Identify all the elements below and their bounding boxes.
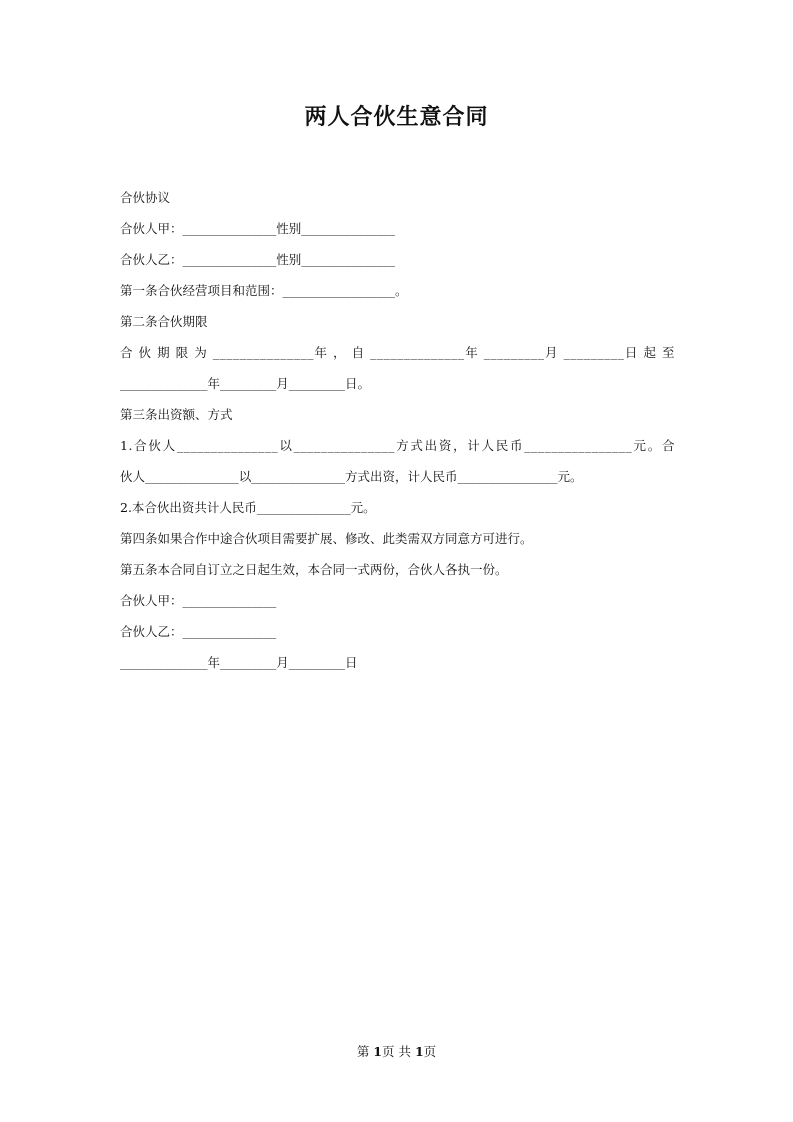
article-3-heading: 第三条出资额、方式: [120, 407, 233, 422]
article-3-item-2: 2.本合伙出资共计人民币_______________元。: [120, 500, 376, 515]
total-page-number: 1: [414, 1044, 424, 1059]
article-1-scope: 第一条合伙经营项目和范围：__________________。: [120, 283, 408, 298]
signature-partner-b: 合伙人乙：_______________: [120, 624, 277, 639]
current-page-number: 1: [373, 1044, 382, 1059]
page-footer: [0, 1042, 793, 1060]
article-3-item-1-line-1: 1.合伙人_______________以_______________方式出资，计人民币________________元。合: [120, 438, 675, 453]
partner-b-field-line: 合伙人乙：_______________性别_______________: [120, 252, 396, 267]
signature-date: ______________年_________月_________日: [120, 655, 358, 670]
article-4: 第四条如果合作中途合伙项目需要扩展、修改、此类需双方同意方可进行。: [120, 531, 533, 546]
partner-a-field-line: 合伙人甲：_______________性别_______________: [120, 221, 396, 236]
article-2-term-line-1: 合 伙 期 限 为 _______________年 ， 自 ______________年 _________月 _________日 起 至: [120, 345, 675, 360]
document-body: [120, 182, 675, 678]
article-5: 第五条本合同自订立之日起生效，本合同一式两份，合伙人各执一份。: [120, 562, 508, 577]
signature-partner-a: 合伙人甲：_______________: [120, 593, 277, 608]
footer-prefix: 第: [356, 1044, 374, 1059]
article-2-heading: 第二条合伙期限: [120, 314, 208, 329]
footer-suffix: 页: [423, 1044, 437, 1059]
article-3-item-1-line-2: 伙人_______________以_______________方式出资，计人民币________________元。: [120, 469, 583, 484]
section-heading-agreement: 合伙协议: [120, 190, 171, 205]
article-2-term-line-2: ______________年_________月_________日。: [120, 376, 371, 391]
footer-middle: 页 共: [382, 1044, 415, 1059]
document-title: 两人合伙生意合同: [304, 104, 489, 130]
